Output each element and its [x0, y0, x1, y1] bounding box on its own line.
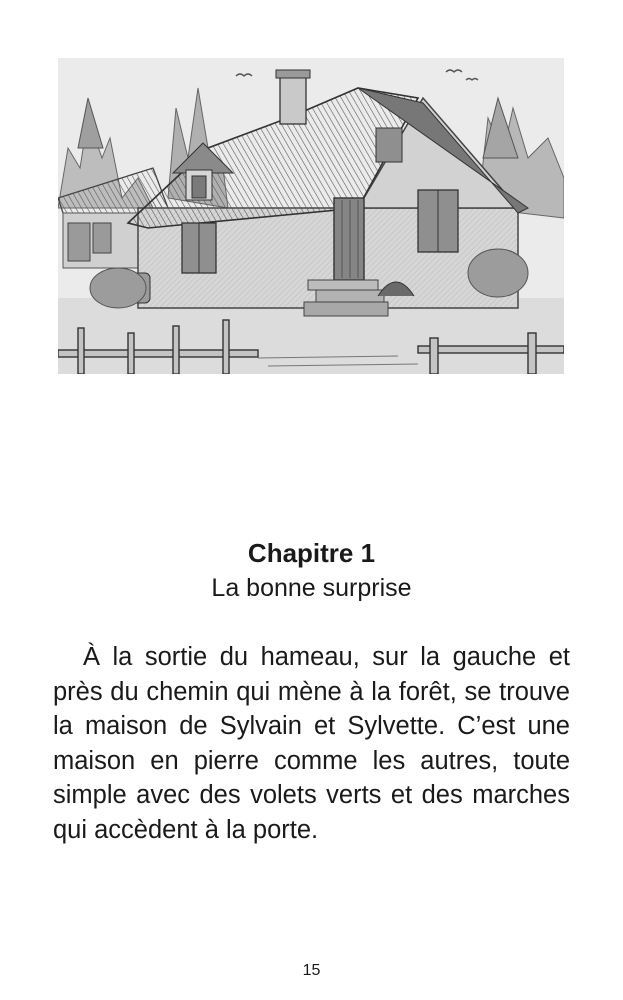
chapter-subtitle: La bonne surprise — [211, 574, 412, 602]
stone-house-sketch-icon — [58, 58, 564, 374]
stone-house-illustration — [58, 58, 564, 374]
chapter-title: Chapitre 1 — [247, 538, 376, 568]
body-paragraph: À la sortie du hameau, sur la gauche et près du chemin qui mène à la forêt, se trouve la maison de Sylvain et Sylvette. C’est une maison en pierre comme les autres, toute simple avec des volets verts et des marches qui accèdent à la porte. — [53, 643, 570, 844]
page-number: 15 — [302, 962, 321, 979]
